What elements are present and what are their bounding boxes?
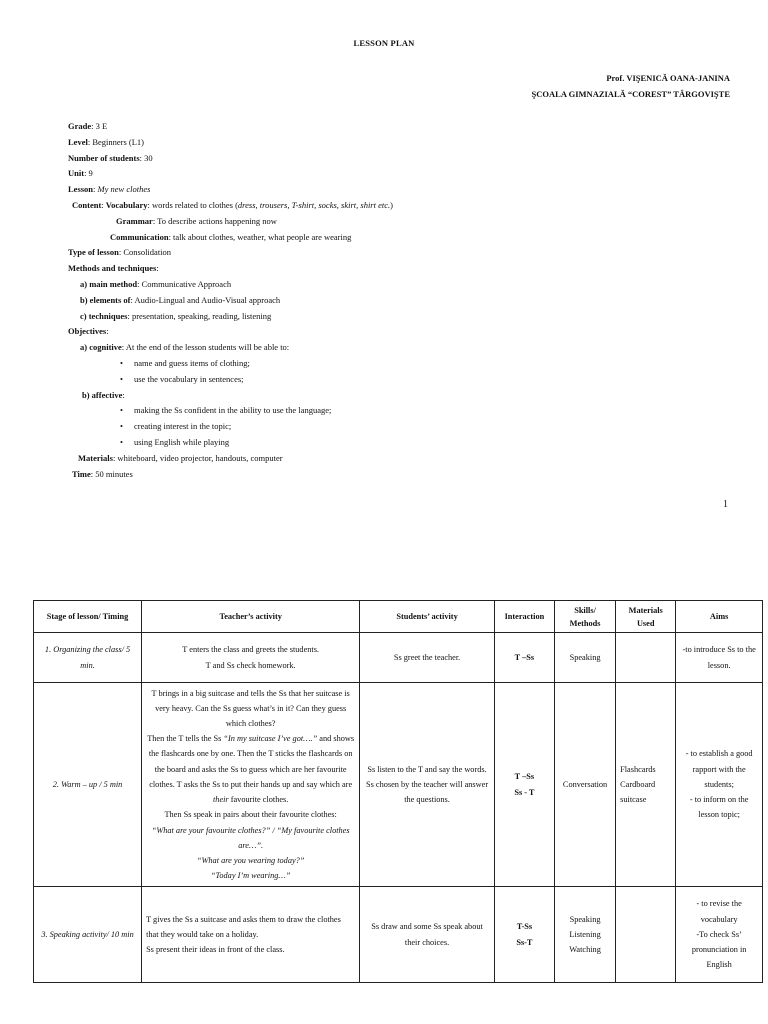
skills-cell: Speaking	[554, 633, 615, 683]
materials-cell	[616, 683, 676, 887]
interaction-cell	[494, 683, 554, 887]
aims-text: - to inform on the lesson topic;	[689, 795, 749, 820]
teacher-name: Prof. VIŞENICĂ OANA-JANINA	[606, 73, 730, 83]
stage-cell: 3. Speaking activity/ 10 min	[34, 887, 142, 983]
teacher-text: T brings in a big suitcase and tells the Ss that her suitcase is very heavy. Can the Ss guess what’s in it? Can they guess which clothes?	[151, 688, 350, 729]
materials-cell	[616, 887, 676, 983]
header-aims: Aims	[676, 601, 763, 633]
lesson-sep: :	[93, 184, 98, 195]
affective-item: • making the Ss confident in the ability to use the language;	[68, 403, 708, 419]
header-teacher-activity: Teacher’s activity	[142, 601, 360, 633]
type-row	[68, 245, 708, 261]
content-label: Content	[72, 199, 102, 210]
unit-label: Unit	[68, 168, 85, 179]
materials-row	[68, 451, 708, 467]
interaction-cell	[494, 887, 554, 983]
objectives-row: Objectives:	[68, 326, 109, 337]
teacher-quote: “Today I’m wearing…”	[210, 871, 291, 881]
grammar-label: Grammar	[116, 215, 153, 226]
elements-row	[68, 293, 708, 309]
aims-text: -To check Ss’ pronunciation in English	[691, 929, 747, 970]
materials-cell	[616, 633, 676, 683]
interaction-text: Ss - T	[514, 787, 535, 797]
main-method-value: : Communicative Approach	[137, 278, 232, 289]
teacher-emphasis: their	[212, 795, 229, 805]
skills-cell: Conversation	[554, 683, 615, 887]
main-method-label: a) main method	[80, 278, 138, 289]
teacher-text: T gives the Ss a suitcase and asks them to draw the clothes that they would take on a holiday.	[146, 914, 341, 939]
methods-label: Methods and techniques	[68, 263, 157, 274]
header-students-activity: Students’ activity	[360, 601, 495, 633]
teacher-activity-cell	[142, 887, 360, 983]
unit-value: : 9	[84, 168, 93, 179]
materials-value: : whiteboard, video projector, handouts, computer	[112, 452, 283, 463]
time-row	[68, 467, 708, 483]
level-label: Level	[68, 136, 88, 147]
lesson-info	[68, 119, 708, 482]
header-skills: Skills/ Methods	[554, 601, 615, 633]
grade-value: : 3 E	[91, 121, 108, 131]
interaction-cell: T –Ss	[494, 633, 554, 683]
table-header-row	[34, 601, 763, 633]
type-value: : Consolidation	[118, 247, 172, 258]
teacher-activity-cell	[142, 683, 360, 887]
table-row	[34, 887, 763, 983]
grade-label: Grade	[68, 121, 92, 131]
students-row	[68, 151, 708, 167]
communication-value: : talk about clothes, weather, what people are wearing	[168, 231, 352, 242]
page-number: 1	[723, 499, 728, 510]
cognitive-label: a) cognitive	[80, 342, 122, 353]
stage-cell: 2. Warm – up / 5 min	[34, 683, 142, 887]
author-block	[532, 70, 730, 102]
teacher-text: T enters the class and greets the students.	[182, 645, 320, 655]
page-title: LESSON PLAN	[353, 38, 415, 48]
aims-cell	[676, 683, 763, 887]
teacher-quote: “What are your favourite clothes?” / “My favourite clothes are…”.	[151, 825, 350, 850]
header-interaction: Interaction	[494, 601, 554, 633]
lesson-row	[68, 182, 708, 198]
students-label: Number of students	[68, 152, 140, 163]
elements-label: b) elements of	[80, 294, 131, 305]
cognitive-item: • use the vocabulary in sentences;	[68, 372, 708, 388]
teacher-text-part: and shows the flashcards one by one. Then the T sticks the flashcards on the board and asks the Ss to guess which are her favourite clothes. T asks the Ss to put their hands up and say which are	[148, 734, 355, 789]
lesson-label: Lesson	[68, 184, 94, 195]
lesson-table	[33, 600, 763, 983]
cognitive-value: : At the end of the lesson students will be able to:	[121, 342, 290, 353]
vocab-post: )	[390, 199, 393, 210]
techniques-row	[68, 309, 708, 325]
teacher-activity-cell	[142, 633, 360, 683]
aims-text: - to establish a good rapport with the students;	[685, 749, 753, 789]
interaction-text: Ss-T	[516, 937, 533, 947]
school-name: ŞCOALA GIMNAZIALĂ “COREST” TÂRGOVIŞTE	[531, 89, 730, 99]
objectives-label: Objectives	[68, 326, 107, 337]
stage-cell: 1. Organizing the class/ 5 min.	[34, 633, 142, 683]
vocab-row: Content: Vocabulary: words related to clothes (dress, trousers, T-shirt, socks, skirt, shirt etc.)	[72, 199, 393, 210]
header-materials: Materials Used	[616, 601, 676, 633]
affective-row: b) affective:	[82, 389, 125, 400]
aims-cell: -to introduce Ss to the lesson.	[676, 633, 763, 683]
techniques-label: c) techniques	[80, 310, 128, 321]
techniques-value: : presentation, speaking, reading, listening	[127, 310, 272, 321]
students-activity-cell: Ss listen to the T and say the words. Ss chosen by the teacher will answer the questions.	[360, 683, 495, 887]
table-row	[34, 683, 763, 887]
header-stage: Stage of lesson/ Timing	[34, 601, 142, 633]
skills-text: Watching	[569, 945, 601, 955]
skills-text: Speaking	[569, 914, 601, 924]
elements-value: : Audio-Lingual and Audio-Visual approach	[130, 294, 281, 305]
communication-row	[68, 230, 708, 246]
cognitive-row	[68, 340, 708, 356]
level-row	[68, 135, 708, 151]
level-value: : Beginners (L1)	[87, 136, 145, 147]
vocab-label: Vocabulary	[105, 199, 148, 210]
skills-cell	[554, 887, 615, 983]
teacher-text	[146, 731, 355, 807]
time-value: : 50 minutes	[90, 468, 133, 479]
aims-text: - to revise the vocabulary	[696, 899, 742, 924]
cognitive-item: • name and guess items of clothing;	[68, 356, 708, 372]
teacher-quote: “In my suitcase I’ve got….”	[223, 734, 318, 744]
teacher-text: Ss present their ideas in front of the class.	[146, 945, 285, 955]
teacher-quote: “What are you wearing today?”	[196, 855, 305, 865]
grade-row	[68, 119, 708, 135]
teacher-text-part: Then the T tells the Ss	[147, 734, 224, 744]
communication-label: Communication	[110, 231, 169, 242]
materials-text: Flashcards	[620, 764, 656, 774]
vocab-pre: : words related to clothes (	[147, 199, 238, 210]
affective-item: • creating interest in the topic;	[68, 419, 708, 435]
materials-label: Materials	[78, 452, 113, 463]
teacher-text: Then Ss speak in pairs about their favourite clothes:	[164, 810, 337, 820]
interaction-text: T –Ss	[514, 772, 535, 782]
grammar-row	[68, 214, 708, 230]
affective-item: • using English while playing	[68, 435, 708, 451]
students-activity-cell: Ss greet the teacher.	[360, 633, 495, 683]
main-method-row	[68, 277, 708, 293]
affective-label: b) affective	[82, 389, 123, 400]
teacher-text: T and Ss check homework.	[205, 660, 296, 670]
interaction-text: T-Ss	[516, 922, 533, 932]
teacher-text-part: favourite clothes.	[228, 795, 289, 805]
students-value: : 30	[139, 152, 153, 163]
aims-cell	[676, 887, 763, 983]
students-activity-cell: Ss draw and some Ss speak about their choices.	[360, 887, 495, 983]
unit-row	[68, 166, 708, 182]
vocab-list: dress, trousers, T-shirt, socks, skirt, shirt etc.	[237, 199, 391, 210]
skills-text: Listening	[569, 929, 601, 939]
lesson-value: My new clothes	[97, 184, 151, 195]
materials-text: Cardboard suitcase	[620, 779, 656, 805]
table-row	[34, 633, 763, 683]
grammar-value: : To describe actions happening now	[152, 215, 277, 226]
methods-row: Methods and techniques:	[68, 263, 159, 274]
time-label: Time	[72, 468, 91, 479]
type-label: Type of lesson	[68, 247, 119, 258]
